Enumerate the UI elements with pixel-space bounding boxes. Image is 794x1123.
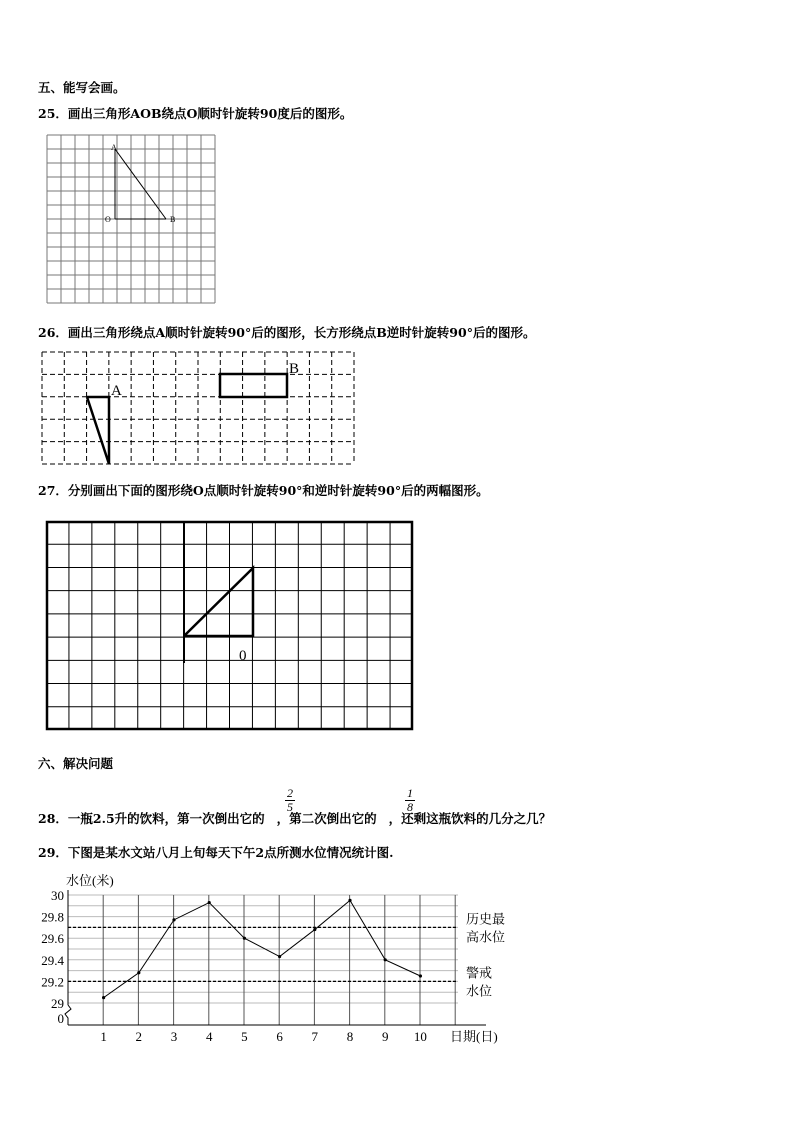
x-tick-label: 6 <box>276 1029 283 1044</box>
x-tick-label: 9 <box>381 1029 389 1044</box>
point-o-label: 0 <box>239 648 247 664</box>
question-27-text: 27．分别画出下面的图形绕O点顺时针旋转90°和逆时针旋转90°后的两幅图形。 <box>38 483 489 498</box>
data-point <box>137 971 140 974</box>
data-point <box>208 901 211 904</box>
q28-part2: ，第二次倒出它的 <box>276 811 377 826</box>
fraction-one-eighth <box>405 787 415 814</box>
y-axis-label: 水位(米) <box>66 873 114 888</box>
question-25-text: 25．画出三角形AOB绕点O顺时针旋转90度后的图形。 <box>38 106 353 121</box>
x-tick-label: 8 <box>346 1029 354 1044</box>
fraction-denominator: 5 <box>287 800 293 814</box>
triangle-shape <box>87 397 109 464</box>
data-point <box>419 974 422 977</box>
section-6-title: 六、解决问题 <box>38 756 114 771</box>
section-5-title: 五、能写会画。 <box>38 80 126 95</box>
rectangle-shape <box>220 374 287 397</box>
q25-grid <box>47 135 217 305</box>
x-axis-label: 日期(日) <box>450 1029 498 1044</box>
x-tick-label: 4 <box>205 1029 213 1044</box>
data-point <box>384 958 387 961</box>
x-tick-label: 2 <box>135 1029 143 1044</box>
x-tick-label: 3 <box>170 1029 178 1044</box>
x-tick-label: 1 <box>100 1029 107 1044</box>
y-tick-label: 30 <box>51 888 64 903</box>
point-b-label: B <box>170 215 176 224</box>
y-tick-label: 29 <box>51 996 64 1011</box>
point-a-label: A <box>111 383 122 399</box>
q28-part1: 28．一瓶2.5升的饮料，第一次倒出它的 <box>38 811 265 826</box>
q27-grid <box>46 521 413 730</box>
right-triangle-shape <box>184 568 253 636</box>
fraction-two-fifths <box>285 787 295 814</box>
x-tick-label: 10 <box>413 1029 427 1044</box>
triangle-edge-ab <box>115 149 166 219</box>
y-tick-label: 29.6 <box>41 931 64 947</box>
data-point <box>102 996 105 999</box>
y-tick-label: 29.8 <box>41 909 64 925</box>
y-tick-label: 29.4 <box>41 952 64 968</box>
question-29-text: 29．下图是某水文站八月上旬每天下午2点所测水位情况统计图. <box>38 845 394 860</box>
point-o-label: O <box>105 215 111 224</box>
point-a-label: A <box>111 143 117 152</box>
axis-break-symbol <box>65 1005 71 1025</box>
data-point <box>348 899 351 902</box>
fraction-numerator: 1 <box>407 786 413 800</box>
data-point <box>243 937 246 940</box>
data-point <box>172 918 175 921</box>
reference-label-line1: 历史最 <box>466 911 506 927</box>
reference-label-line2: 高水位 <box>466 929 506 945</box>
reference-label-line2: 水位 <box>466 983 493 999</box>
y-tick-label: 0 <box>57 1011 64 1026</box>
question-26-text: 26．画出三角形绕点A顺时针旋转90°后的图形，长方形绕点B逆时针旋转90°后的图形。 <box>38 325 536 340</box>
fraction-denominator: 8 <box>407 800 413 814</box>
y-tick-label: 29.2 <box>41 974 64 990</box>
water-level-line-chart <box>0 870 560 1050</box>
data-point <box>278 955 281 958</box>
data-point <box>313 928 316 931</box>
q28-part3: ，还剩这瓶饮料的几分之几？ <box>388 811 552 826</box>
x-tick-label: 7 <box>311 1029 319 1044</box>
x-tick-label: 5 <box>241 1029 248 1044</box>
point-b-label: B <box>289 361 300 377</box>
fraction-numerator: 2 <box>287 786 293 800</box>
reference-label-line1: 警戒 <box>466 965 493 981</box>
q26-dashed-grid <box>42 352 354 464</box>
